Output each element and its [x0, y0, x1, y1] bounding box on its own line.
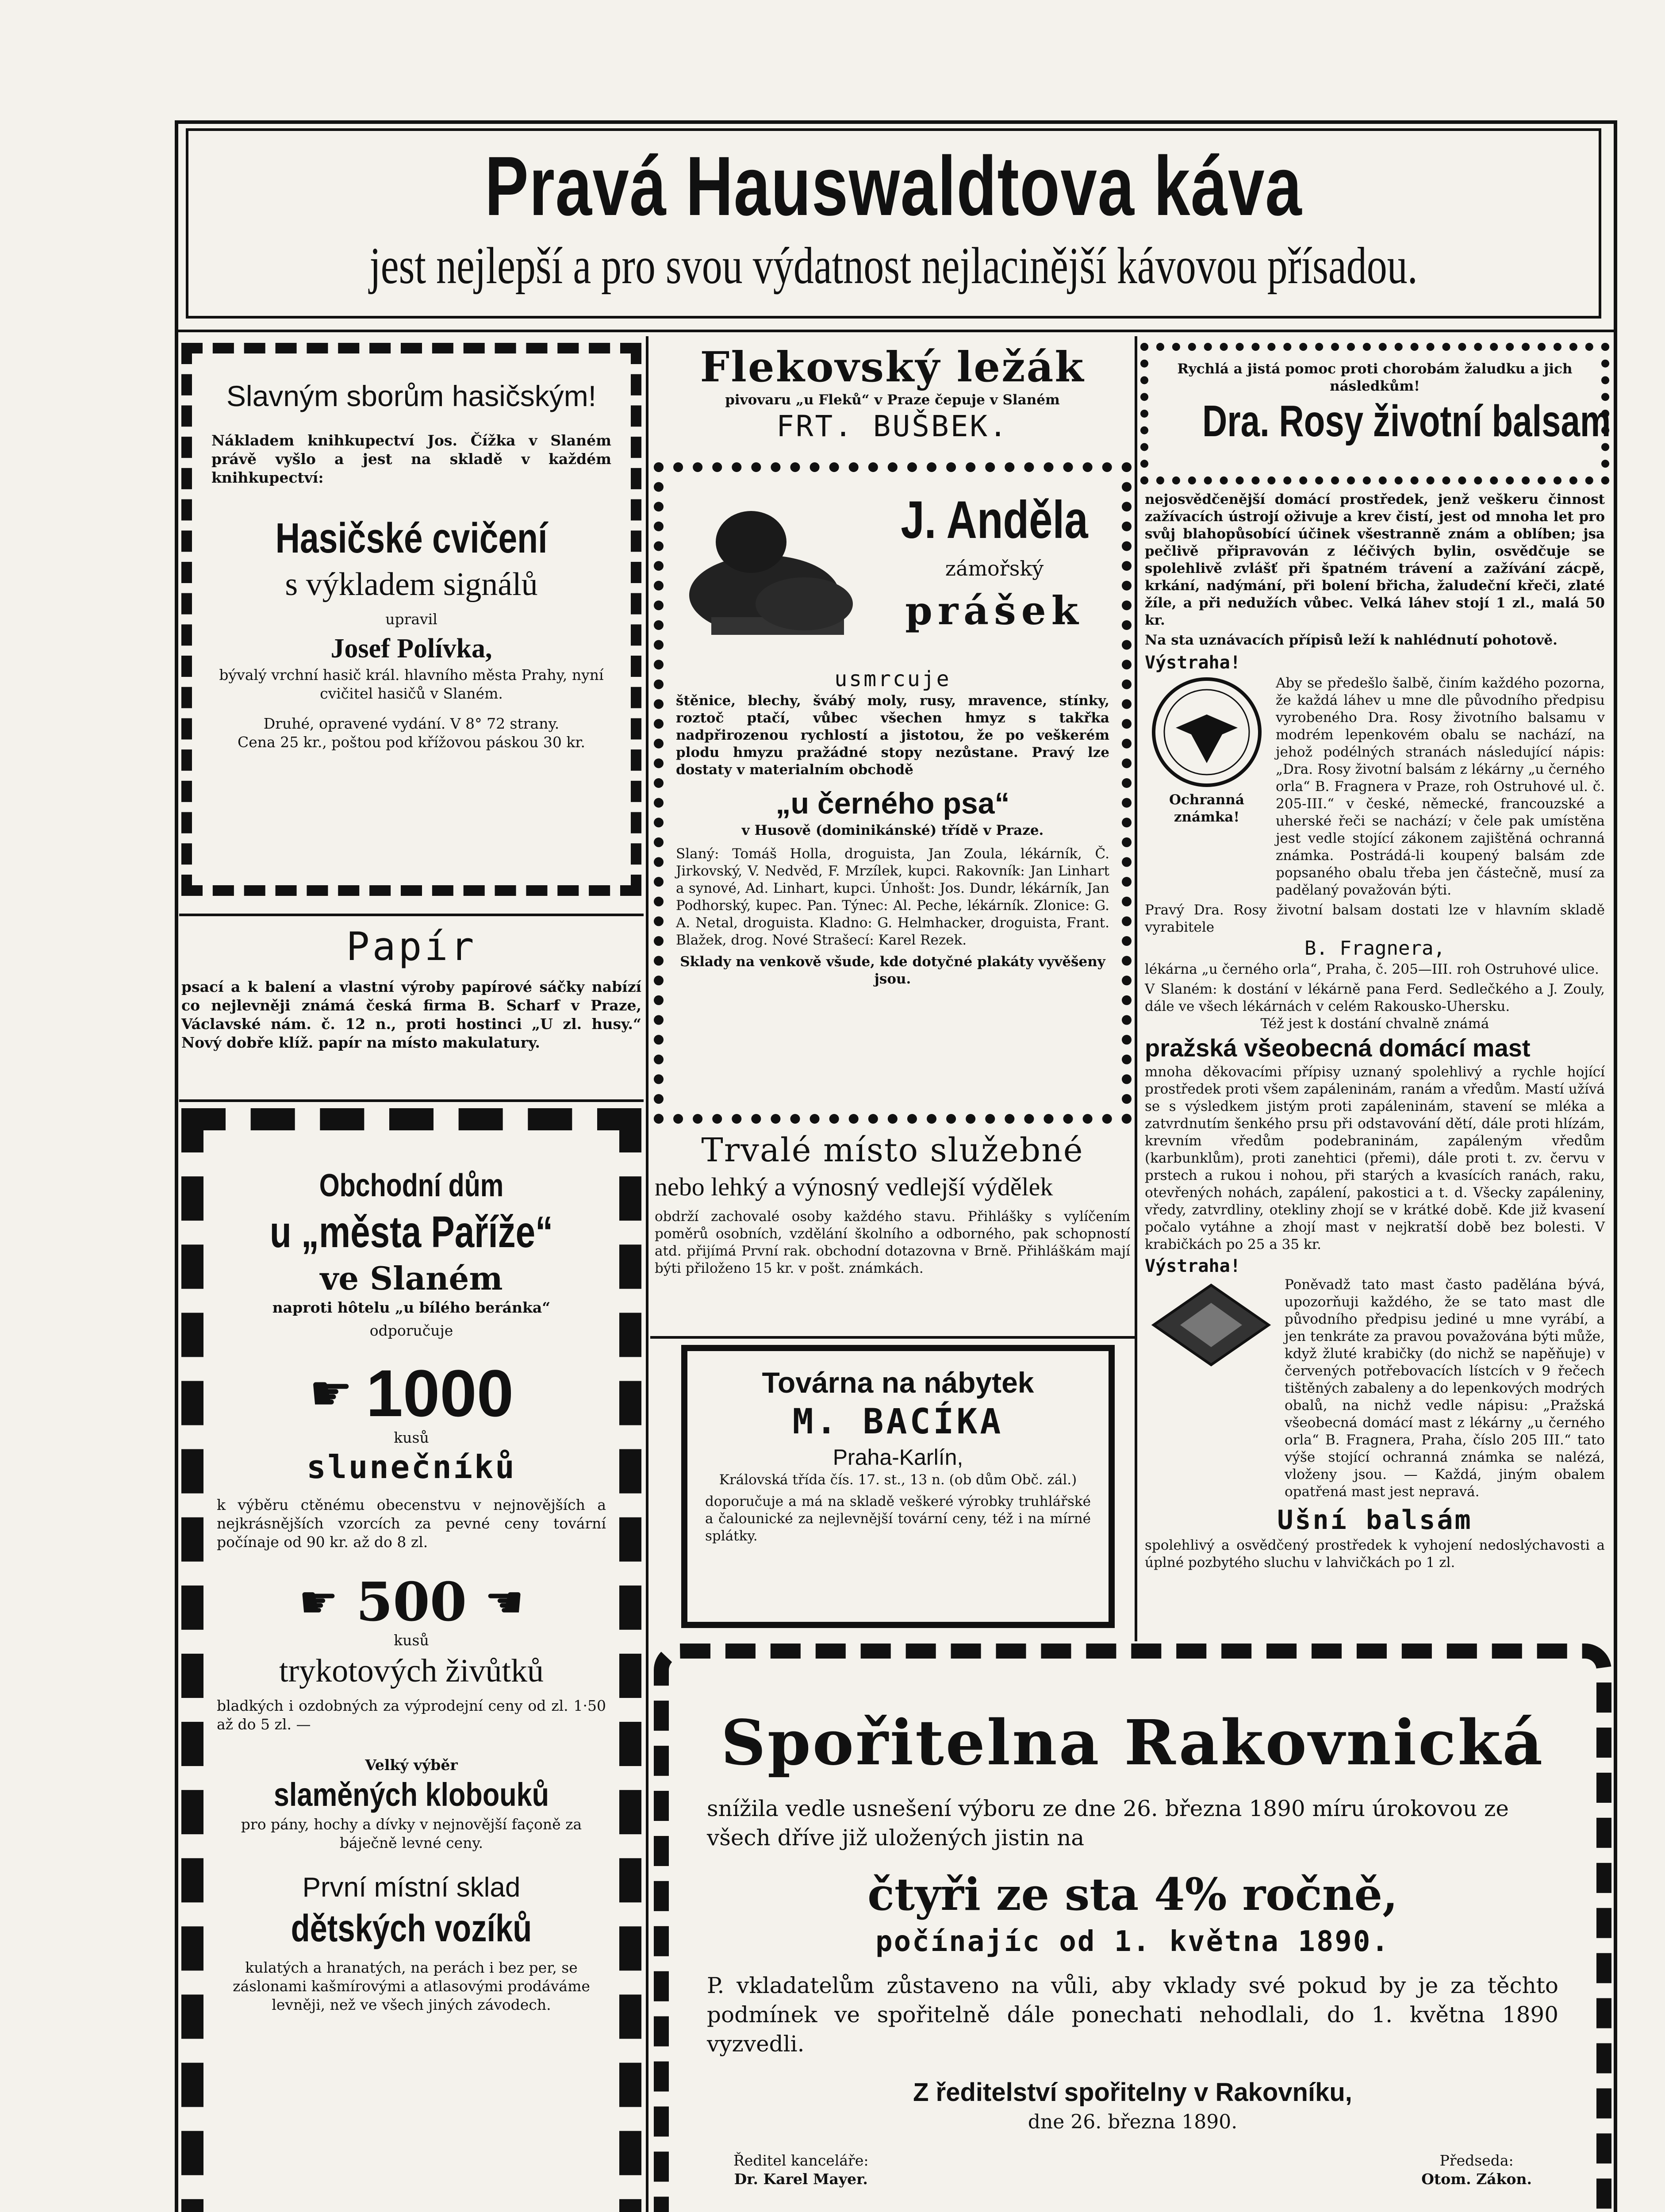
- rosy-text1: nejosvědčenější domácí prostředek, jenž veškeru činnost zažívacích ústrojí oživuje a krev čistí, jest od mnoha let pro svůj blahopůsobící účinek všestranně znám a oblíben; jsa pečlivě připravován z léčivých bylin, osvědčuje se spolehlivě zvlášť při špatném trávení a zažívání zácpě, krkání, nadýmání, při bolení břicha, žaludeční křeči, zlaté žíle, a při nedužích vůbec. Velká láhev stojí 1 zl., malá 50 kr.: [1145, 492, 1605, 628]
- rosy-title: Dra. Rosy životní balsam: [1202, 396, 1611, 446]
- pariz-line3: ve Slaném: [320, 1260, 503, 1297]
- pariz-line4: naproti hôtelu „u bílého beránka“: [272, 1299, 551, 1316]
- header-divider: [177, 330, 1615, 332]
- pariz-line2: u „města Paříže“: [269, 1207, 553, 1257]
- nabytek-name: M. BACÍKA: [792, 1402, 1004, 1442]
- rosy-vystraha2: Výstraha!: [1145, 1256, 1241, 1276]
- sporitelna-date: dne 26. března 1890.: [1028, 2111, 1238, 2133]
- sporitelna-title: Spořitelna Rakovnická: [721, 1707, 1545, 1779]
- andel-ad: [654, 462, 1132, 1124]
- flekovsky-name: FRT. BUŠBEK.: [776, 409, 1009, 443]
- rule-papir-top: [179, 914, 644, 916]
- rosy-text2: Aby se předešlo šalbě, činím každého pozorna, že každá láhev u mne dle původního předpisu vyrobeného Dra. Rosy životního balsamu v modrém lepenkovém obalu se nachází, na jehož podélných stranách následující nápis: „Dra. Rosy životní balsám z lékárny „u černého orla“ B. Fragnera v Praze, roh Ostruhové ul. č. 205-III.“ v české, německé, francouzské a uherské řeči se nachází; v čele pak umístěna jest vedle stojící zákonem zajištěná ochranná známka. Postrádá-li koupený balsám zde popsaného obalu třeba jen částečně, musí za padělaný považován býti.: [1276, 675, 1605, 898]
- andel-text2: Slaný: Tomáš Holla, droguista, Jan Zoula, lékárník, Č. Jirkovský, V. Nedvěd, F. Mrzílek, kupci. Rakovník: Jan Linhart a synové, Ad. Linhart, kupci. Únhošt: Jos. Dundr, lékárník, Jan Podhorský, kupec. Pan. Týnec: Al. Peche, lékárník. Zlonice: G. A. Netal, droguista. Kladno: G. Helmhacker, droguista, Frant. Blažek, drog. Nové Strašecí: Karel Rezek.: [676, 846, 1109, 948]
- pointing-hand-left-icon: ☚: [484, 1576, 524, 1628]
- andel-street: v Husově (dominikánské) třídě v Praze.: [741, 822, 1044, 838]
- andel-usmrcuje: usmrcuje: [834, 667, 951, 691]
- sporitelna-left-role: Ředitel kanceláře:: [733, 2152, 869, 2169]
- left-rule: [175, 120, 178, 2212]
- rule-nabytek-top: [650, 1336, 1135, 1339]
- col-divider-1: [646, 336, 648, 2212]
- rosy-mast-title: pražská všeobecná domácí mast: [1145, 1034, 1531, 1062]
- pariz-kusu1: kusů: [394, 1429, 429, 1446]
- andel-name: J. Anděla: [901, 490, 1088, 549]
- flekovsky-ad: [655, 343, 1130, 458]
- rosy-text7: mnoha děkovacími přípisy uznaný spolehlivý a rychle hojící prostředek proti všem zapáleninám, ranám a vředům. Mastí užívá se s výsledkem jistým proti zapáleninám, stavení se mléka a zatvrdnutím šenkého prsu při odstavování dětí, dále proti hlízám, krevním vředům podebraninám, zapáleným vředům (karbunklům), proti zanehtici (přemi), dále proti t. zv. červu v prstech a rukou i nohou, při starých a kvasících ranách, raku, otevřených nohách, zapálení, pakostici a t. d. Všecky zapáleniny, vředy, zatvrdliny, otekliny zhojí se v krátké době. Kde již kvasení počalo vytáhne a zhojí mast v nejkratší době bez bolesti. V krabičkách po 25 a 35 kr.: [1145, 1064, 1605, 1252]
- pariz-item2: trykotových živůtků: [279, 1653, 544, 1689]
- misto-ad: [655, 1130, 1130, 1334]
- flekovsky-text: pivovaru „u Fleků“ v Praze čepuje v Slaném: [725, 392, 1060, 408]
- andel-zam: zámořský: [945, 557, 1044, 580]
- nabytek-addr: Královská třída čís. 17. st., 13 n. (ob dům Obč. zál.): [719, 1472, 1077, 1488]
- pariz-desc3: pro pány, hochy a dívky v nejnovější façoně za báječně levné ceny.: [241, 1816, 582, 1851]
- hasicske-author: Josef Polívka,: [330, 634, 492, 664]
- sporitelna-right-role: Předseda:: [1439, 2152, 1514, 2169]
- hasicske-author-desc: bývalý vrchní hasič král. hlavního města Prahy, nyní cvičitel hasičů v Slaném.: [219, 666, 604, 702]
- pariz-line1: Obchodní dům: [319, 1168, 504, 1203]
- hasicske-intro: Nákladem knihkupectví Jos. Čížka v Slaném právě vyšlo a jest na skladě v každém knihkupectví:: [211, 432, 611, 486]
- sporitelna-text2: P. vkladatelům zůstaveno na vůli, aby vklady své pokud by je za těchto podmínek ve spořitelně dále ponechati nehodlali, do 1. května 1890 vyzvedli.: [707, 1973, 1558, 2057]
- pariz-desc4: kulatých a hranatých, na perách i bez per, se záslonami kašmírovými a atlasovými prodáváme levněji, než ve všech jiných závodech.: [233, 1959, 590, 2013]
- top-rule: [175, 120, 1617, 124]
- misto-text: obdrží zachovalé osoby každého stavu. Přihlášky s vylíčením poměrů osobních, vzdělání školního a odborného, pak schopností atd. přijímá První rak. obchodní dotazovna v Brně. Přihláškám mají býti přiloženo 15 kr. v pošt. známkách.: [655, 1209, 1130, 1276]
- sporitelna-rate: čtyři ze sta 4% ročně,: [867, 1868, 1398, 1920]
- pariz-vyber: Velký výběr: [365, 1756, 458, 1774]
- sporitelna-ad: [654, 1644, 1611, 2212]
- pariz-num1: 1000: [366, 1356, 514, 1430]
- mast-box-icon: [1145, 1276, 1278, 1374]
- hasicske-title1: Hasičské cvičení: [275, 515, 548, 562]
- sporitelna-direct: Z ředitelství spořitelny v Rakovníku,: [913, 2078, 1352, 2107]
- pointing-hand-right-icon: ☛: [299, 1576, 338, 1628]
- papir-ad: [181, 925, 641, 1093]
- andel-prasek: prášek: [905, 588, 1084, 634]
- sporitelna-text1: snížila vedle usnešení výboru ze dne 26. března 1890 míru úrokovou ze všech dříve již uložených jistin na: [707, 1796, 1509, 1851]
- misto-title: Trvalé místo služebné: [701, 1131, 1084, 1169]
- pariz-desc2: bladkých i ozdobných za výprodejní ceny od zl. 1·50 až do 5 zl. —: [217, 1697, 606, 1733]
- rosy-text6: Též jest k dostání chvalně známá: [1260, 1016, 1489, 1032]
- rosy-vystraha1: Výstraha!: [1145, 653, 1241, 673]
- rosy-seal-text: Ochranná známka!: [1169, 792, 1244, 825]
- papir-text: psací a k balení a vlastní výroby papírové sáčky nabízí co nejlevněji známá česká firma B. Scharf v Praze, Václavské nám. č. 12 n., proti hostinci „U zl. husy.“ Nový dobře klíž. papír na místo makulatury.: [181, 978, 641, 1051]
- rosy-text9: spolehlivý a osvědčený prostředek k vyhojení nedoslýchavosti a úplné pozbytého sluchu v lahvičkách po 1 zl.: [1145, 1537, 1605, 1571]
- sporitelna-right-name: Otom. Zákon.: [1421, 2170, 1532, 2188]
- rosy-text4: lékárna „u černého orla“, Praha, č. 205—III. roh Ostruhové ulice.: [1145, 961, 1599, 977]
- sporitelna-left-name: Dr. Karel Mayer.: [734, 2170, 868, 2188]
- hasicske-price: Cena 25 kr., poštou pod křížovou páskou 30 kr.: [238, 733, 585, 751]
- col-divider-2: [1135, 336, 1137, 1641]
- pariz-num2: 500: [356, 1571, 467, 1633]
- header-title: Pravá Hauswaldtova káva: [484, 139, 1303, 233]
- right-rule: [1614, 120, 1617, 2212]
- pariz-ad: [181, 1108, 641, 2212]
- hasicske-title2: s výkladem signálů: [285, 566, 538, 603]
- pariz-desc1: k výběru ctěnému obecenstvu v nejnovějších a nejkrásnějších vzorcích za pevné ceny tovární počínaje od 90 kr. až do 8 zl.: [217, 1496, 606, 1551]
- header-subtitle: jest nejlepší a pro svou výdatnost nejlacinější kávovou přísadou.: [369, 237, 1418, 295]
- sporitelna-from: počínajíc od 1. května 1890.: [875, 1925, 1390, 1958]
- nabytek-title: Továrna na nábytek: [762, 1366, 1034, 1399]
- eagle-seal-icon: [1149, 675, 1264, 790]
- flekovsky-title: Flekovský ležák: [700, 343, 1085, 392]
- header-ad: [186, 128, 1601, 319]
- rosy-ad: [1140, 343, 1609, 1635]
- pariz-kusu2: kusů: [394, 1632, 429, 1649]
- rule-pariz-top: [179, 1099, 644, 1102]
- dog-illustration: [680, 489, 866, 657]
- rosy-nasta: Na sta uznávacích přípisů leží k nahlédnutí pohotově.: [1145, 632, 1558, 648]
- rosy-fragner: B. Fragnera,: [1304, 937, 1445, 960]
- rosy-usni: Ušní balsám: [1277, 1505, 1473, 1536]
- pointing-hand-icon: ☛: [309, 1365, 353, 1421]
- nabytek-ad: [681, 1345, 1115, 1628]
- rosy-text3: Pravý Dra. Rosy životní balsam dostati lze v hlavním skladě vyrabitele: [1145, 902, 1605, 935]
- andel-text1: štěnice, blechy, švábý moly, rusy, mravence, stínky, roztoč ptačí, vůbec všechen hmyz s takřka nadpřirozenou rychlostí a jistotou, že po veškerém plodu hmyzu pražádné stopy nezůstane. Pravý lze dostaty v materialním obchodě: [676, 693, 1109, 778]
- rosy-text5: V Slaném: k dostání v lékárně pana Ferd. Sedlečkého a J. Zouly, dále ve všech lékárnách v celém Rakousko-Uhersku.: [1145, 981, 1605, 1014]
- pariz-line5: odporučuje: [369, 1322, 453, 1339]
- hasicske-heading: Slavným sborům hasičským!: [226, 380, 597, 412]
- pariz-item3: slaměných klobouků: [273, 1776, 549, 1813]
- nabytek-city: Praha-Karlín,: [832, 1445, 963, 1470]
- hasicske-ad: [181, 343, 641, 896]
- hasicske-edition: Druhé, opravené vydání. V 8° 72 strany.: [263, 715, 560, 732]
- pariz-item1: slunečníků: [307, 1448, 516, 1486]
- misto-sub: nebo lehký a výnosný vedlejší výdělek: [655, 1172, 1053, 1201]
- papir-title: Papír: [346, 924, 477, 969]
- andel-cerny: „u černého psa“: [775, 787, 1010, 820]
- andel-sklady: Sklady na venkově všude, kde dotyčné plakáty vyvěšeny jsou.: [680, 954, 1105, 987]
- pariz-sklad1: První místní sklad: [302, 1872, 521, 1903]
- pariz-item4: dětských vozíků: [291, 1907, 532, 1950]
- rosy-head: Rychlá a jistá pomoc proti chorobám žaludku a jich následkům!: [1177, 361, 1573, 394]
- hasicske-by: upravil: [385, 611, 437, 628]
- nabytek-text: doporučuje a má na skladě veškeré výrobky truhlářské a čalounické za nejlevnější tovární ceny, též i na mírné splátky.: [705, 1494, 1091, 1544]
- rosy-text8: Poněvadž tato mast často padělána bývá, upozorňuji každého, že se tato mast dle původního předpisu jediné u mne vyrábí, a jen tenkráte za pravou považována býti může, když žluté krabičky (do nichž se napěňuje) v červených potřebovacích lístcích v 9 řečech tištěných zabaleny a do lepenkových modrých obalů, na nichž vedle nápisu: „Pražská všeobecná domácí mast z lékárny „u černého orla“ B. Fragnera, Praha, číslo 205 III.“ tato výše stojící ochranná známka se nalézá, vloženy jsou. — Každá, jiným obalem opatřená mast jest nepravá.: [1285, 1277, 1605, 1500]
